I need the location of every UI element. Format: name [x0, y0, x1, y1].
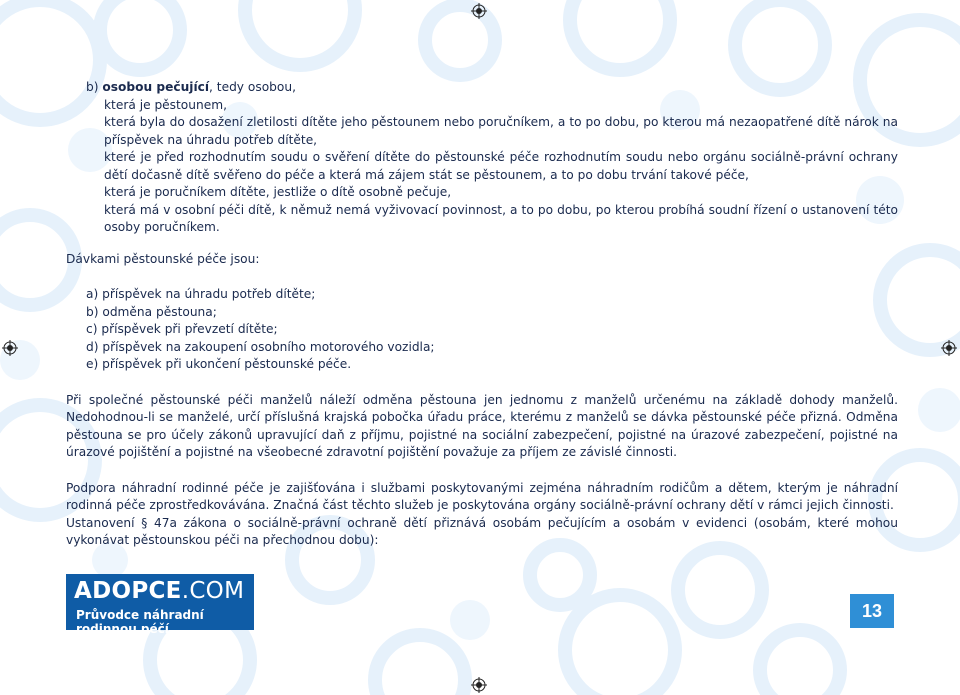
intro-bold-term: osobou pečující	[102, 80, 210, 94]
paragraph: Ustanovení § 47a zákona o sociálně-právní ochraně dětí přiznává osobám pečujícím a osobám v evidenci (osobám, které mohou vykonávat pěstounskou péči na přechodnou dobu):	[66, 515, 898, 547]
registration-mark-icon	[471, 3, 487, 19]
davky-list	[66, 286, 898, 374]
registration-mark-icon	[941, 340, 957, 356]
list-item: b) odměna pěstouna;	[86, 304, 217, 319]
list-item: c) příspěvek při převzetí dítěte;	[86, 322, 278, 336]
list-item: a) příspěvek na úhradu potřeb dítěte;	[86, 287, 316, 301]
adopce-logo	[66, 574, 254, 636]
page-number: 13	[850, 594, 894, 628]
paragraph: Při společné pěstounské péči manželů náleží odměna pěstouna jen jednomu z manželů určenému na základě dohody manželů. Nedohodnou-li se manželé, určí příslušná krajská pobočka úřadu práce, kterému z manželů se dávka pěstounské péče přizná. Odměna pěstouna se pro účely zákonů upravující daň z příjmu, pojistné na sociální zabezpečení, pojistné na úrazové zabezpečení, pojistné na úrazové pojištění a pojistné na všeobecné zdravotní pojištění považuje za příjem ze závislé činnosti.	[66, 392, 898, 459]
intro-lead	[86, 79, 898, 97]
intro-prefix: b)	[86, 80, 103, 94]
document-body	[66, 79, 898, 550]
paragraph: Podpora náhradní rodinné péče je zajišťována i službami poskytovanými zejména náhradním rodičům a dětem, kterým je náhradní rodinná péče zprostředkovávána. Značná část těchto služeb je poskytována orgány sociálně-právní ochrany dětí v rámci jejich činnosti.	[66, 480, 898, 512]
logo-subtitle: Průvodce náhradní rodinnou péčí	[76, 608, 204, 636]
intro-item: která je pěstounem,	[104, 97, 227, 112]
list-item: e) příspěvek při ukončení pěstounské péče.	[86, 357, 352, 371]
logo-domain: .COM	[181, 578, 245, 604]
list-item: d) příspěvek na zakoupení osobního motorového vozidla;	[86, 339, 435, 354]
registration-mark-icon	[471, 677, 487, 693]
intro-items	[86, 97, 898, 237]
intro-section	[66, 79, 898, 237]
logo-brand	[74, 578, 244, 604]
intro-rest: , tedy osobou,	[209, 80, 296, 94]
logo-brand-name: ADOPCE	[74, 578, 182, 604]
davky-heading: Dávkami pěstounské péče jsou:	[66, 251, 260, 266]
registration-mark-icon	[2, 340, 18, 356]
intro-item: která je poručníkem dítěte, jestliže o dítě osobně pečuje,	[104, 185, 452, 199]
intro-item: která má v osobní péči dítě, k němuž nemá vyživovací povinnost, a to po dobu, po kterou probíhá soudní řízení o ustanovení této osoby poručníkem.	[104, 202, 898, 234]
intro-item: které je před rozhodnutím soudu o svěření dítěte do pěstounské péče rozhodnutím soudu nebo orgánu sociálně-právní ochrany dětí dočasně dítě svěřeno do péče a která má zájem stát se pěstounem, a to po dobu trvání takové péče,	[104, 150, 898, 182]
intro-item: která byla do dosažení zletilosti dítěte jeho pěstounem nebo poručníkem, a to po dobu, po kterou má nezaopatřené dítě nárok na příspěvek na úhradu potřeb dítěte,	[104, 115, 898, 147]
